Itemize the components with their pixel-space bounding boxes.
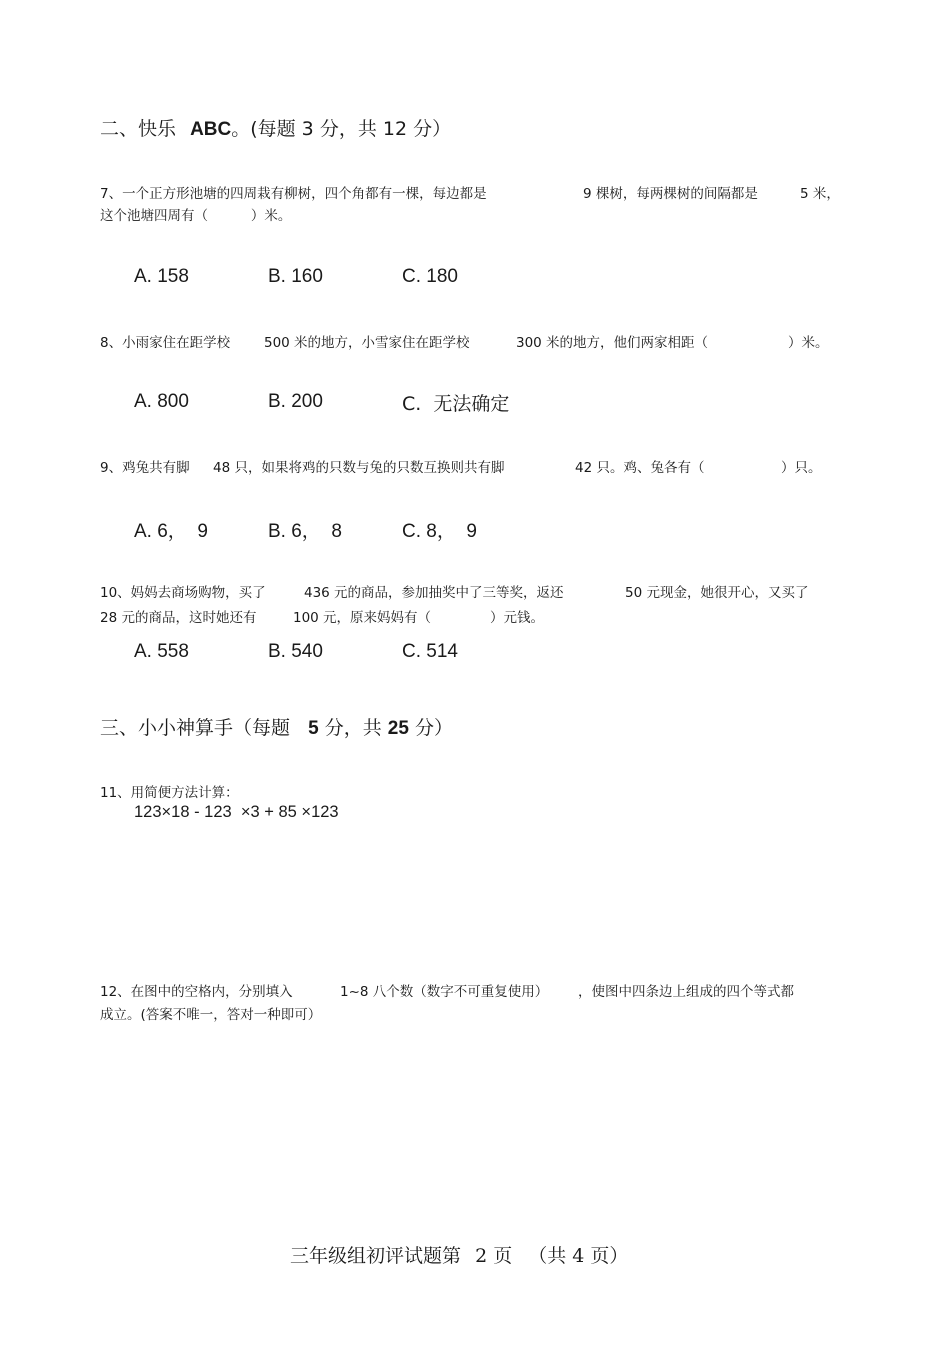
footer-total: （共 4 页） [528, 1245, 629, 1267]
q7-option-b: B. 160 [268, 266, 323, 287]
q9-option-c: C. 8， 9 [402, 521, 477, 542]
q12-line1-c: ，使图中四条边上组成的四个等式都 [578, 984, 794, 1000]
q12-line1-b: 1~8 八个数（数字不可重复使用） [340, 984, 549, 1000]
q10-option-a: A. 558 [134, 641, 189, 662]
q7-line1-c: 5 米， [800, 186, 840, 202]
section-3-total: 25 [387, 718, 409, 739]
q7-line1-a: 7、一个正方形池塘的四周栽有柳树，四个角都有一棵，每边都是 [100, 186, 487, 202]
q7-line2: 这个池塘四周有（ ）米。 [100, 208, 292, 224]
section-3-mid: 分，共 [324, 717, 382, 739]
q9-option-a: A. 6， 9 [134, 521, 208, 542]
section-3-points: 5 [308, 718, 319, 739]
q11-expression: 123×18 - 123 ×3 + 85 ×123 [134, 803, 339, 821]
q8-part-d: ）米。 [788, 335, 829, 351]
q9-part-c: 42 只。鸡、兔各有（ [575, 460, 705, 476]
q7-option-a: A. 158 [134, 266, 189, 287]
q8-option-b: B. 200 [268, 391, 323, 412]
page-footer [290, 1241, 628, 1268]
q7-option-c: C. 180 [402, 266, 458, 287]
section-3-suffix: 分） [414, 717, 453, 739]
q9-part-b: 48 只，如果将鸡的只数与兔的只数互换则共有脚 [213, 460, 505, 476]
q9-part-d: ）只。 [781, 460, 822, 476]
q11-title: 11、用简便方法计算： [100, 785, 239, 801]
q12-line1-a: 12、在图中的空格内，分别填入 [100, 984, 293, 1000]
section-2-abc: ABC [190, 119, 232, 140]
q8-part-b: 500 米的地方，小雪家住在距学校 [264, 335, 470, 351]
q10-line2-b: 100 元，原来妈妈有（ [293, 610, 432, 626]
q8-part-c: 300 米的地方，他们两家相距（ [516, 335, 709, 351]
section-2-prefix: 二、快乐 [100, 118, 177, 140]
q10-line2-a: 28 元的商品，这时她还有 [100, 610, 257, 626]
footer-prefix: 三年级组初评试题第 [290, 1245, 462, 1267]
q8-part-a: 8、小雨家住在距学校 [100, 335, 231, 351]
q7-line1-b: 9 棵树，每两棵树的间隔都是 [583, 186, 758, 202]
q10-line1-a: 10、妈妈去商场购物，买了 [100, 585, 266, 601]
q9-part-a: 9、鸡兔共有脚 [100, 460, 190, 476]
q10-line1-b: 436 元的商品，参加抽奖中了三等奖，返还 [304, 585, 564, 601]
footer-page: 2 页 [475, 1245, 513, 1267]
q8-option-c: C. 无法确定 [402, 393, 510, 415]
q12-line2: 成立。(答案不唯一，答对一种即可） [100, 1007, 322, 1023]
section-2-heading [100, 114, 451, 141]
q9-option-b: B. 6， 8 [268, 521, 342, 542]
q8-option-a: A. 800 [134, 391, 189, 412]
q10-line1-c: 50 元现金，她很开心，又买了 [625, 585, 809, 601]
section-3-prefix: 三、小小神算手（每题 [100, 717, 291, 739]
q10-line2-c: ）元钱。 [490, 610, 544, 626]
section-3-heading [100, 713, 453, 740]
q10-option-b: B. 540 [268, 641, 323, 662]
section-2-suffix: 。(每题 3 分，共 12 分） [231, 118, 452, 140]
q10-option-c: C. 514 [402, 641, 458, 662]
